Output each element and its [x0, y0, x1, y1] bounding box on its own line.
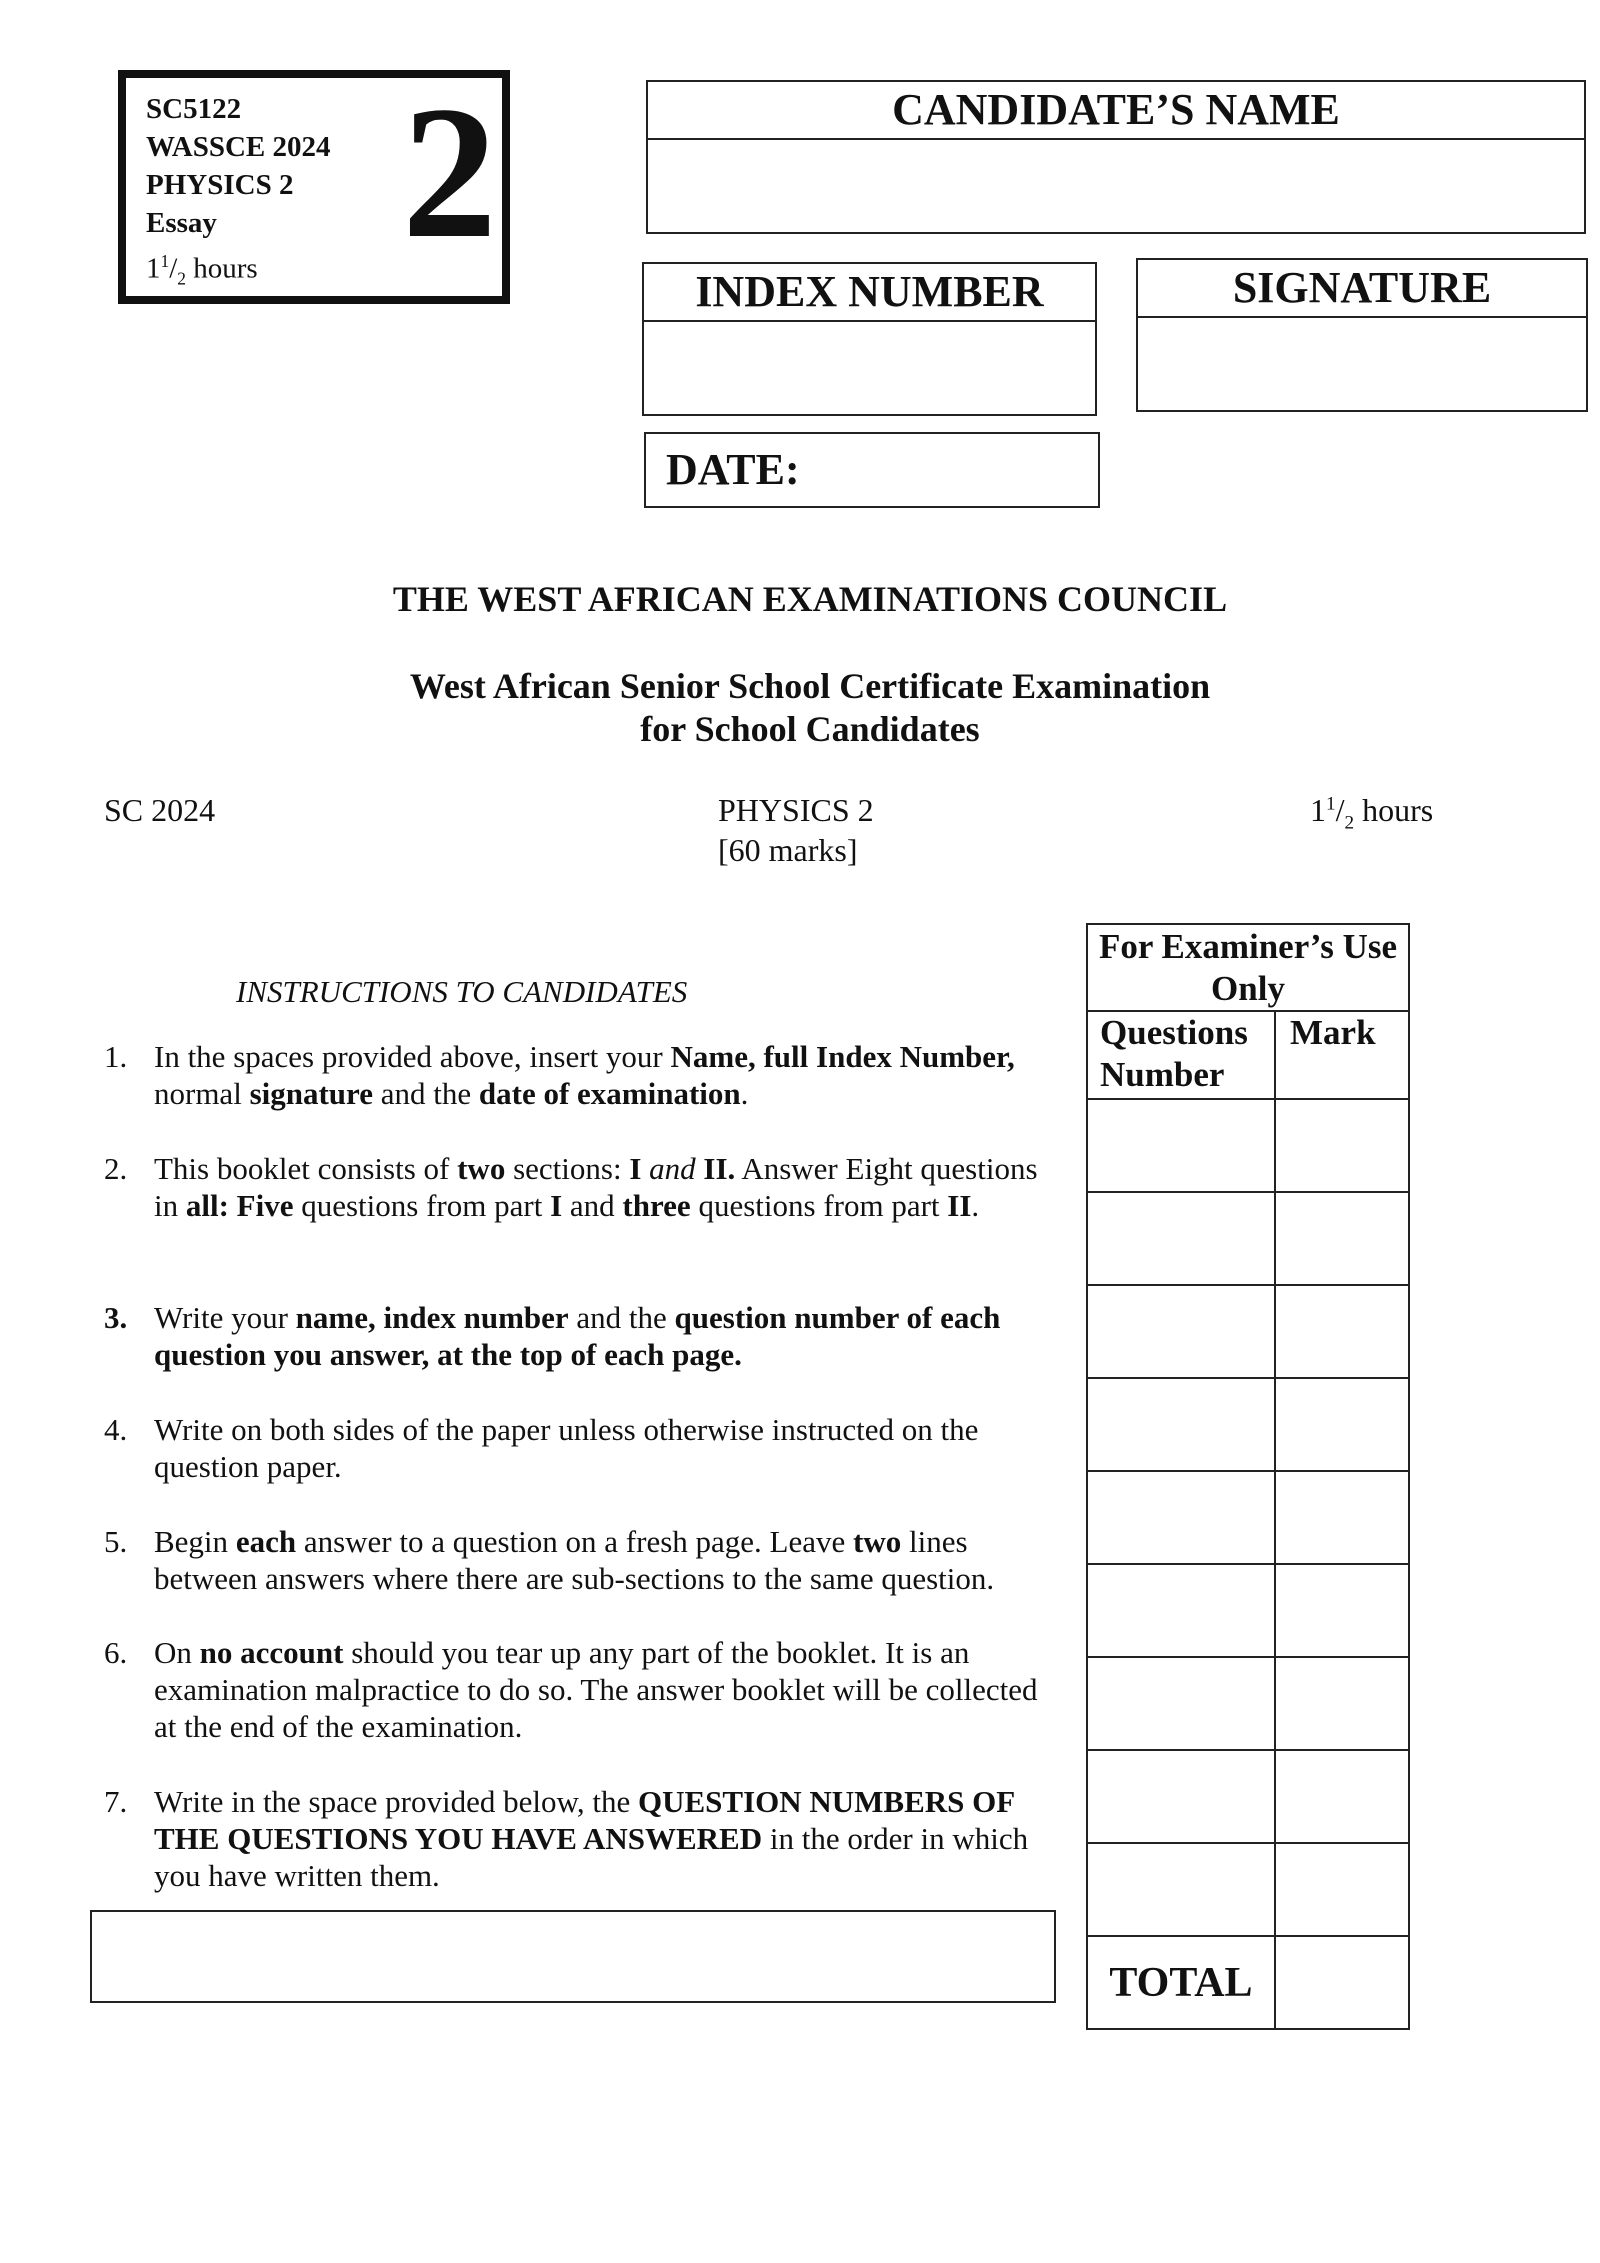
mark-cell[interactable] [1275, 1378, 1409, 1471]
instruction-fragment: and the [568, 1300, 675, 1335]
instruction-fragment: Write on both sides of the paper unless otherwise instructed on the question paper. [154, 1412, 979, 1484]
examiner-row [1087, 1192, 1409, 1285]
instruction-fragment: questions from part [293, 1188, 551, 1223]
instruction-text [154, 1634, 1054, 1745]
instruction-fragment: In the spaces provided above, insert your [154, 1039, 671, 1074]
instruction-fragment: two [853, 1524, 902, 1559]
instruction-fragment: two [457, 1151, 506, 1186]
date-field[interactable] [644, 432, 1100, 508]
examiner-row [1087, 1471, 1409, 1564]
paper-code-lines [146, 90, 331, 297]
mark-cell[interactable] [1275, 1099, 1409, 1192]
exam-year: WASSCE 2024 [146, 131, 331, 163]
instruction-fragment: and [562, 1188, 623, 1223]
question-number-cell[interactable] [1087, 1471, 1275, 1564]
instruction-text [154, 1783, 1054, 1894]
instruction-fragment: signature [249, 1076, 374, 1111]
instruction-text [154, 1150, 1054, 1224]
examiner-rows [1087, 1099, 1409, 1936]
instruction-fragment: lines between answers where there are sub-sections to the same question. [154, 1524, 995, 1596]
subject-paper: PHYSICS 2 [146, 169, 294, 201]
instruction-number: 7. [104, 1784, 128, 1819]
instruction-fragment: each [235, 1524, 297, 1559]
instruction-text [154, 1411, 1054, 1485]
exam-title-line2: for School Candidates [640, 709, 980, 749]
instruction-fragment [641, 1151, 649, 1186]
instruction-text [154, 1038, 1054, 1112]
answered-questions-box[interactable] [90, 1910, 1056, 2003]
instruction-fragment: and [649, 1151, 696, 1186]
instruction-3 [104, 1299, 1054, 1373]
instruction-number: 4. [104, 1412, 128, 1447]
instruction-fragment: question number of each question you answer, at the top of each page. [154, 1300, 1001, 1372]
council-title: THE WEST AFRICAN EXAMINATIONS COUNCIL [392, 579, 1228, 619]
instruction-number: 5. [104, 1524, 128, 1559]
mark-cell[interactable] [1275, 1750, 1409, 1843]
question-number-cell[interactable] [1087, 1750, 1275, 1843]
question-number-cell[interactable] [1087, 1378, 1275, 1471]
question-number-cell[interactable] [1087, 1192, 1275, 1285]
paper-type: Essay [146, 207, 217, 239]
examiner-row [1087, 1657, 1409, 1750]
meta-code: SC 2024 [104, 792, 216, 828]
examiner-row [1087, 1564, 1409, 1657]
instruction-6 [104, 1634, 1054, 1745]
instruction-2 [104, 1150, 1054, 1224]
meta-duration: $1^1/_2$ hours [1310, 792, 1434, 834]
candidate-name-field[interactable] [646, 80, 1586, 234]
signature-field[interactable] [1136, 258, 1588, 412]
instruction-fragment: . [971, 1188, 980, 1223]
mark-cell[interactable] [1275, 1843, 1409, 1936]
instruction-text [154, 1299, 1054, 1373]
question-number-cell[interactable] [1087, 1843, 1275, 1936]
mark-cell[interactable] [1275, 1657, 1409, 1750]
instruction-fragment: On [154, 1635, 200, 1670]
instruction-fragment: no account [199, 1635, 344, 1670]
instruction-fragment: II [947, 1188, 972, 1223]
index-number-field[interactable] [642, 262, 1097, 416]
examiner-table-title: For Examiner’s Use Only [1087, 924, 1409, 1011]
mark-cell[interactable] [1275, 1564, 1409, 1657]
total-mark-cell[interactable] [1275, 1936, 1409, 2029]
instruction-number: 1. [104, 1039, 128, 1074]
questions-number-header: Questions Number [1087, 1011, 1275, 1099]
instruction-fragment: should you tear up any part of the booklet. It is an examination malpractice to do so. The answer booklet will be collected at the end of the examination. [154, 1635, 1038, 1744]
instruction-fragment: Name, full Index Number, [670, 1039, 1015, 1074]
instruction-4 [104, 1411, 1054, 1485]
instruction-fragment: QUESTION NUMBERS OF THE QUESTIONS YOU HAVE ANSWERED [154, 1784, 1015, 1856]
date-label: DATE: [666, 445, 800, 494]
instruction-1 [104, 1038, 1054, 1112]
question-number-cell[interactable] [1087, 1099, 1275, 1192]
instruction-fragment: I [629, 1151, 642, 1186]
signature-label: SIGNATURE [1232, 263, 1492, 312]
instructions-title: INSTRUCTIONS TO CANDIDATES [236, 974, 688, 1009]
mark-cell[interactable] [1275, 1192, 1409, 1285]
examiner-table [1086, 923, 1410, 2030]
mark-cell[interactable] [1275, 1471, 1409, 1564]
instruction-fragment: This booklet consists of [154, 1151, 458, 1186]
question-number-cell[interactable] [1087, 1285, 1275, 1378]
instruction-fragment: answer to a question on a fresh page. Leave [296, 1524, 854, 1559]
instruction-fragment: I [550, 1188, 563, 1223]
instruction-fragment: date of examination [478, 1076, 741, 1111]
instruction-fragment: name, index number [295, 1300, 569, 1335]
instruction-fragment: sections: [505, 1151, 630, 1186]
instruction-number: 2. [104, 1151, 128, 1186]
instruction-fragment: Answer Eight questions in [154, 1151, 1038, 1223]
mark-cell[interactable] [1275, 1285, 1409, 1378]
paper-number: 2 [402, 68, 497, 278]
meta-marks: [60 marks] [718, 832, 858, 868]
instruction-fragment: in the order in which you have written them. [154, 1821, 1029, 1893]
candidate-name-label: CANDIDATE’S NAME [892, 85, 1340, 134]
paper-code: SC5122 [146, 93, 242, 125]
instruction-5 [104, 1523, 1054, 1597]
instruction-fragment: Write in the space provided below, the [154, 1784, 638, 1819]
examiner-row [1087, 1285, 1409, 1378]
instruction-fragment: . [740, 1076, 749, 1111]
examiner-row [1087, 1378, 1409, 1471]
examiner-row [1087, 1750, 1409, 1843]
instruction-fragment: and the [373, 1076, 479, 1111]
instruction-fragment: Write your [154, 1300, 296, 1335]
instruction-fragment: questions from part [690, 1188, 948, 1223]
meta-subject: PHYSICS 2 [718, 792, 874, 828]
examiner-row [1087, 1843, 1409, 1936]
instruction-fragment: Begin [154, 1524, 236, 1559]
instruction-number: 3. [104, 1300, 128, 1335]
paper-duration: $1^1/_2$ hours [146, 251, 258, 289]
exam-title-line1: West African Senior School Certificate Examination [409, 666, 1211, 706]
mark-header: Mark [1275, 1011, 1409, 1099]
index-number-label: INDEX NUMBER [695, 267, 1044, 316]
instruction-fragment: all: Five [185, 1188, 294, 1223]
question-number-cell[interactable] [1087, 1657, 1275, 1750]
instruction-number: 6. [104, 1635, 128, 1670]
instruction-fragment: three [622, 1188, 691, 1223]
question-number-cell[interactable] [1087, 1564, 1275, 1657]
examiner-row [1087, 1099, 1409, 1192]
instruction-fragment: II. [703, 1151, 736, 1186]
instruction-text [154, 1523, 1054, 1597]
instruction-fragment: normal [154, 1076, 250, 1111]
total-label: TOTAL [1087, 1936, 1275, 2029]
instruction-7 [104, 1783, 1054, 1894]
